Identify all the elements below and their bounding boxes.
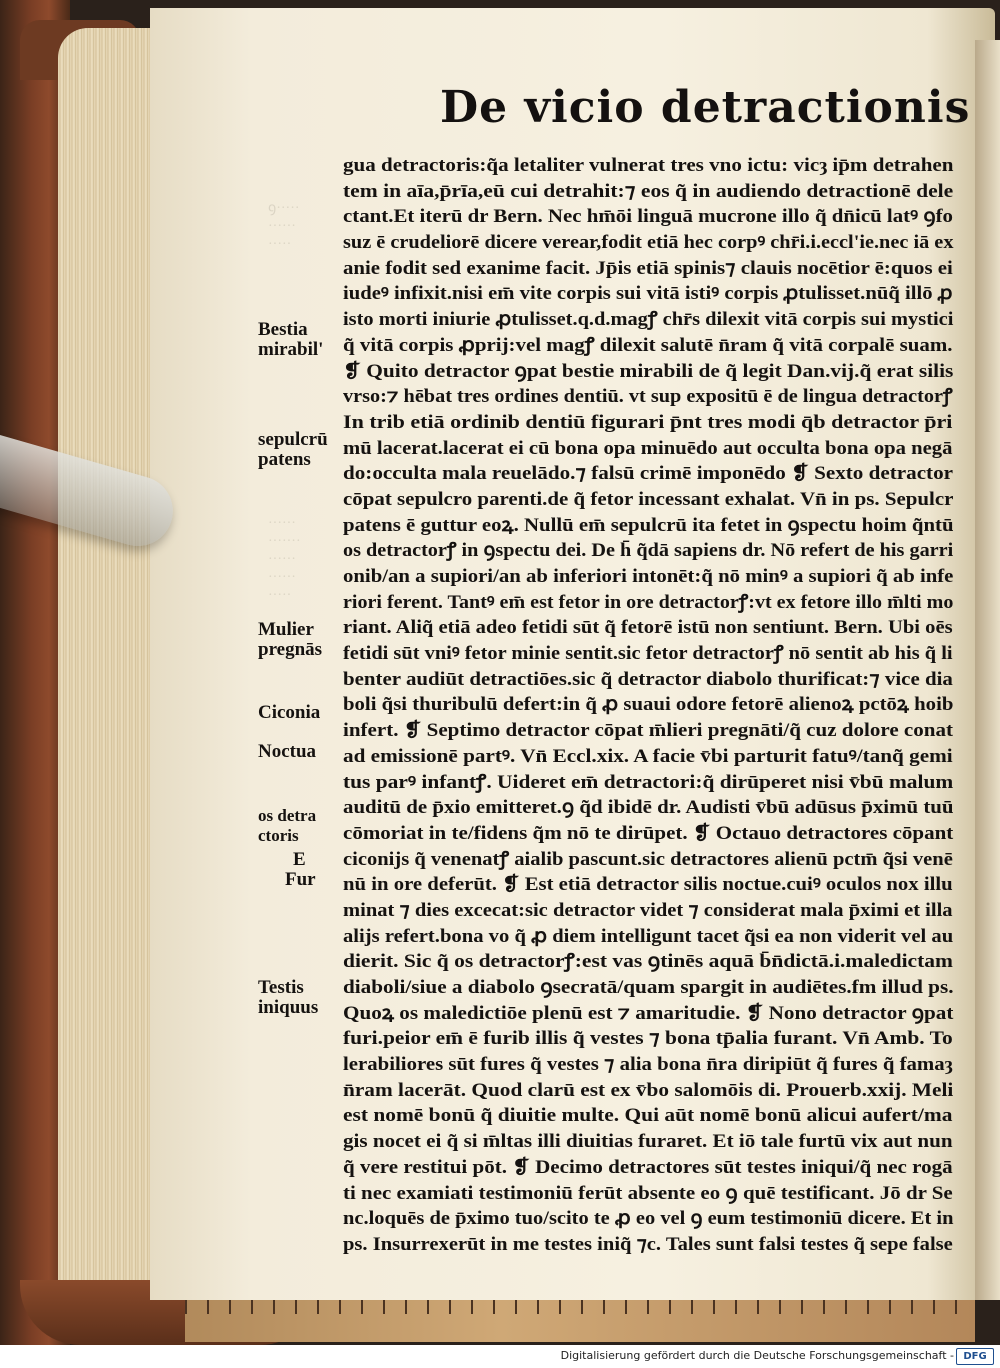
margin-note-sepulcrum <box>258 430 348 470</box>
body-line: isto morti iniurie ꝓtulisset.q.d.magꝭ chr̄s dilexit vitā corpis sui mystici <box>343 309 954 331</box>
body-line: patens ē guttur eoꝝ. Nullū em̄ sepulcrū ita fetet in ꝯspectu hoim q̃ntū <box>343 514 954 536</box>
credit-bar <box>0 1345 1000 1368</box>
body-line: benter audiūt detractiōes.sic q̃ detractor diabolo thurificat:⁊ vice dia <box>343 668 953 690</box>
body-line: mū lacerat.lacerat ei cū bona opa minuēdo aut occulta bona opa negā <box>343 437 953 459</box>
body-line: ❡ Quito detractor ꝯpat bestie mirabili de q̃ legit Dan.vij.q̃ erat silis <box>343 360 954 382</box>
body-line: riori ferent. Tantꝰ em̄ est fetor in ore detractorꝭ:vt ex fetore illo m̄lti mo <box>343 591 954 613</box>
body-line: cōpat sepulcro parenti.de q̃ fetor incessant exhalat. Vn̄ in ps. Sepulcr <box>343 488 954 510</box>
heading-text: De vicio detractionis <box>440 82 971 133</box>
margin-note-line: mirabil' <box>258 339 324 360</box>
body-line: gis nocet ei q̃ si m̄ltas illi diuitias furaret. Et iō tale furtū vix aut nun <box>343 1131 953 1153</box>
margin-note-line: Noctua <box>258 741 317 762</box>
body-line: minat ⁊ dies excecat:sic detractor videt ⁊ considerat mala p̄ximi et illa <box>343 899 953 921</box>
show-through-text: ······ ······· ······ ······ ····· <box>268 516 301 603</box>
body-line: tem in aīa,p̄rīa,eū cui detrahit:⁊ eos q̃ in audiendo detractionē dele <box>343 180 954 202</box>
show-through-text: ꝯ····· ······ ····· <box>268 201 300 252</box>
body-line: tus parꝰ infantꝭ. Uideret em̄ detractori:q̃ dirūperet nisi v̄bū malum <box>343 771 954 793</box>
ruler-ticks <box>185 1300 975 1314</box>
body-line: auditū de p̄xio emitteret.ꝯ q̃d ibidē dr. Audisti v̄bū adūsus p̄ximū tuū <box>343 797 954 819</box>
body-line: ciconijs q̃ venenatꝭ aialib pascunt.sic detractores alienū pctm̄ q̃si venē <box>343 848 953 870</box>
margin-note-line: ctoris <box>258 826 299 845</box>
margin-note-line: pregnās <box>258 639 323 660</box>
margin-note-line: os detra <box>258 806 317 825</box>
margin-note-line: Ciconia <box>258 702 321 723</box>
body-line: Quoꝝ os maledictiōe plenū est ⁊ amaritudie. ❡ Nono detractor ꝯpat <box>343 1002 954 1024</box>
margin-note-bestia <box>258 320 348 360</box>
body-line: gua detractoris:q̃a letaliter vulnerat tres vno ictu: vicȝ ip̄m detrahen <box>343 155 954 176</box>
page-heading <box>440 82 971 133</box>
body-line: vrso:⁊ hēbat tres ordines dentiū. vt sup expositū ē de lingua detractorꝭ <box>343 386 953 408</box>
body-line: alijs refert.bona vo q̃ ꝓ diem intelligunt tacet q̃si ea non viderit vel au <box>343 925 954 947</box>
body-line: ctant.Et iterū dr Bern. Nec hm̄ōi linguā mucrone illo q̃ dn̄icū latꝰ ꝯfo <box>343 206 953 228</box>
margin-note-line: Mulier <box>258 619 314 640</box>
body-line: lerabiliores sūt fures q̃ vestes ⁊ alia bona n̄ra diripiūt q̃ fures q̃ famaȝ <box>343 1054 953 1076</box>
margin-note-os <box>258 806 348 846</box>
body-line: diaboli/siue a diabolo ꝯsecratā/quam spargit in audiētes.fm illud ps. <box>343 977 954 998</box>
body-line: nū in ore deferūt. ❡ Est etiā detractor silis noctue.cuiꝰ oculos nox illu <box>343 874 953 896</box>
body-line: anie fodit sed exanime facit. Jp̄is etiā spinis⁊ clauis nocētior ē:quos ei <box>343 257 953 279</box>
margin-note-line: iniquus <box>258 997 319 1018</box>
credit-text: Digitalisierung gefördert durch die Deutsche Forschungsgemeinschaft - <box>560 1349 954 1362</box>
body-line: os detractorꝭ in ꝯspectu dei. De h̄ q̃dā sapiens dr. Nō refert de his garri <box>343 540 954 562</box>
ruler <box>185 1300 975 1342</box>
body-line: riant. Aliq̃ etiā adeo fetidi sūt q̃ fetorē istū non sentiunt. Bern. Ubi oēs <box>343 617 953 639</box>
body-line: q̃ vitā corpis ꝓprij:vel magꝭ dilexit salutē n̄ram q̃ vitā corpalē suam. <box>343 334 953 356</box>
dfg-logo <box>956 1348 994 1365</box>
body-line: dierit. Sic q̃ os detractorꝭ:est vas ꝯtinēs aquā b̄n̄dictā.i.maledictam <box>343 951 953 973</box>
margin-note-line: E <box>293 849 306 870</box>
body-line: q̃ vere restitui pōt. ❡ Decimo detractores sūt testes iniqui/q̃ nec rogā <box>343 1156 953 1178</box>
body-line: est nomē bonū q̃ diuitie multe. Qui aūt nomē bonū alicui aufert/ma <box>343 1105 953 1127</box>
margin-note-line: sepulcrū <box>258 429 328 450</box>
margin-note-noctua <box>258 742 348 762</box>
body-line: ad emissionē partꝰ. Vn̄ Eccl.xix. A facie v̄bi parturit fatuꝰ/tanq̃ gemi <box>343 745 953 767</box>
body-line: In trib etiā ordinib dentiū figurari p̄nt tres modi q̄b detractor p̄ri <box>343 411 953 433</box>
body-line: onib/an a supiori/an ab inferiori intonēt:q̃ nō minꝰ a supiori q̃ ab infe <box>343 566 954 587</box>
body-line: iudeꝰ infixit.nisi em̄ vite corpis sui vitā istiꝰ corpis ꝓtulisset.nūq̃ illō ꝓ <box>343 283 953 305</box>
margin-note-line: Bestia <box>258 319 308 340</box>
body-line: infert. ❡ Septimo detractor cōpat m̄lieri pregnāti/q̃ cuz dolore conat <box>343 720 953 742</box>
margin-note-line: Fur <box>285 869 316 890</box>
body-line: nc.loquēs de p̄ximo tuo/scito te ꝓ eo vel ꝯ eum testimoniū dicere. Et in <box>343 1208 954 1230</box>
body-text-column <box>343 153 953 1258</box>
body-line: fetidi sūt vniꝰ fetor minie sentit.sic fetor detractorꝭ nō sentit ab his q̃ li <box>343 643 953 665</box>
body-line: n̄ram lacerāt. Quod clarū est ex v̄bo salomōis di. Prouerb.xxij. Meli <box>343 1079 954 1101</box>
body-line: cōmoriat in te/fidens q̃m nō te dirūpet. ❡ Octauo detractores cōpant <box>343 822 954 844</box>
body-line: furi.peior em̄ ē furib illis q̃ vestes ⁊ bona tp̄alia furant. Vn̄ Amb. To <box>343 1028 953 1050</box>
body-line: do:occulta mala reuelādo.⁊ falsū crimē imponēdo ❡ Sexto detractor <box>343 463 954 485</box>
margin-note-line: patens <box>258 449 311 470</box>
margin-note-fur <box>285 850 375 890</box>
margin-note-testis <box>258 978 348 1018</box>
body-line: ps. Insurrexerūt in me testes iniq̃ ⁊c. Tales sunt falsi testes q̃ sepe false <box>343 1233 953 1255</box>
body-line: suz ē crudeliorē dicere verear,fodit etiā hec corpꝰ chr̄i.i.eccl'ie.nec iā ex <box>343 232 954 254</box>
dfg-logo-text: DFG <box>963 1351 987 1362</box>
margin-note-ciconia <box>258 703 348 723</box>
body-line: ti nec examiati testimoniū ferūt absente eo ꝯ quē testificant. Jō dr Se <box>343 1182 953 1204</box>
margin-note-mulier <box>258 620 348 660</box>
body-line: boli q̃si thuribulū defert:in q̃ ꝓ suaui odore fetorē alienoꝝ pctōꝝ hoib <box>343 694 954 716</box>
margin-note-line: Testis <box>258 977 304 998</box>
